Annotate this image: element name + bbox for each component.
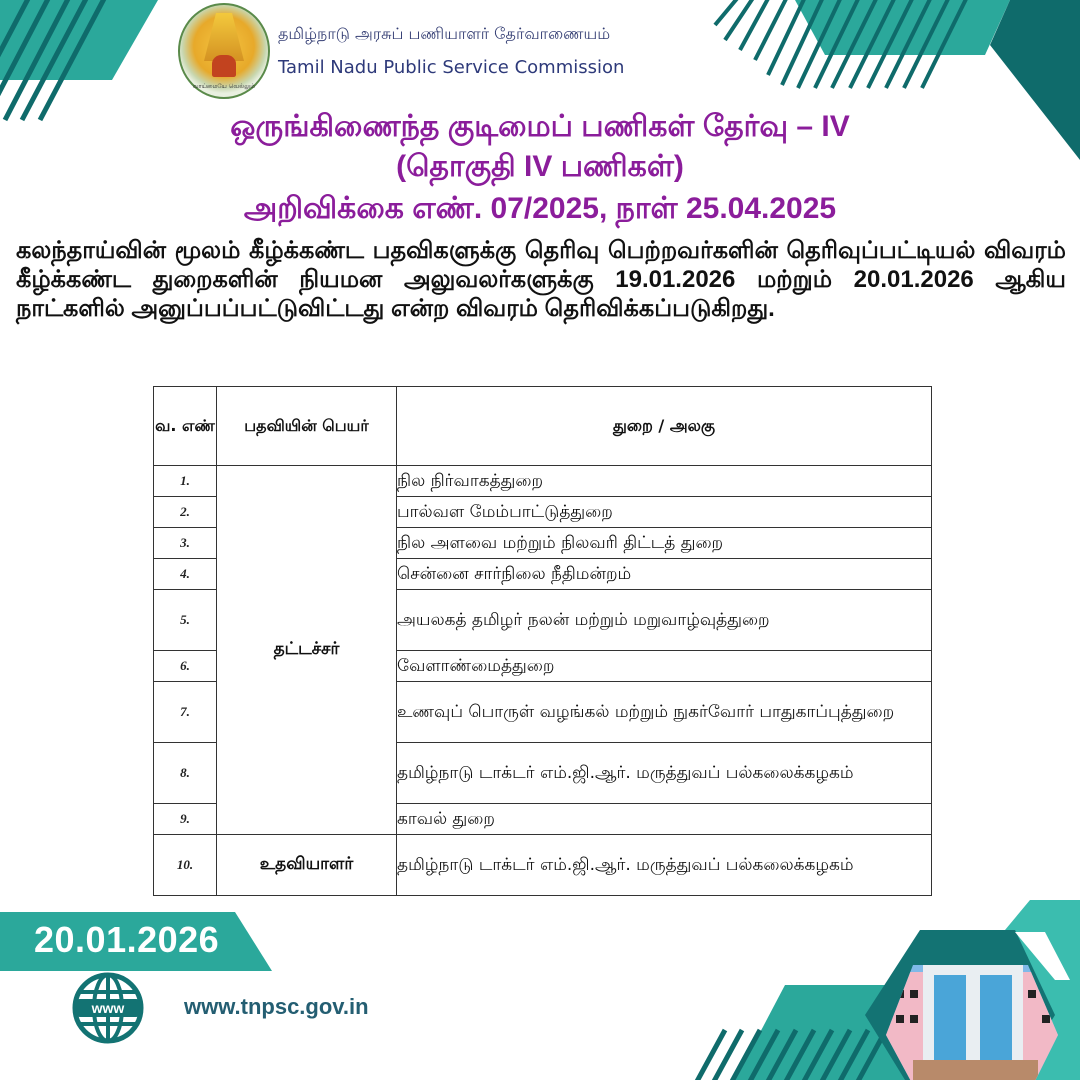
serial-no: 5. [154, 590, 217, 651]
header-department: துறை / அலகு [397, 387, 932, 466]
table-header-row [154, 387, 932, 466]
post-name: உதவியாளர் [217, 835, 397, 896]
department: சென்னை சார்நிலை நீதிமன்றம் [397, 559, 932, 590]
department: பால்வள மேம்பாட்டுத்துறை [397, 497, 932, 528]
globe-www-icon [72, 972, 144, 1044]
serial-no: 3. [154, 528, 217, 559]
serial-no: 2. [154, 497, 217, 528]
table-row [154, 466, 932, 497]
post-name: தட்டச்சர் [217, 466, 397, 835]
exam-subtitle: (தொகுதி IV பணிகள்) [396, 150, 684, 183]
department: காவல் துறை [397, 804, 932, 835]
department: தமிழ்நாடு டாக்டர் எம்.ஜி.ஆர். மருத்துவப் பல்கலைக்கழகம் [397, 743, 932, 804]
website-link[interactable]: www.tnpsc.gov.in [184, 994, 369, 1019]
serial-no: 4. [154, 559, 217, 590]
exam-title: ஒருங்கிணைந்த குடிமைப் பணிகள் தேர்வு – IV [230, 110, 850, 143]
org-name-english: Tamil Nadu Public Service Commission [278, 57, 625, 78]
serial-no: 10. [154, 835, 217, 896]
header [175, 0, 695, 100]
serial-no: 8. [154, 743, 217, 804]
ashoka-seal-icon [212, 55, 236, 77]
header-serial-no: வ. எண் [154, 387, 217, 466]
emblem-motto: வாய்மையே வெல்லும் [192, 83, 256, 90]
globe-label: www [91, 1000, 125, 1016]
serial-no: 1. [154, 466, 217, 497]
tn-emblem-icon [178, 3, 270, 99]
department: தமிழ்நாடு டாக்டர் எம்.ஜி.ஆர். மருத்துவப் பல்கலைக்கழகம் [397, 835, 932, 896]
serial-no: 7. [154, 682, 217, 743]
department-table [153, 386, 932, 896]
notification-number-date: அறிவிக்கை எண். 07/2025, நாள் 25.04.2025 [243, 192, 837, 225]
notice-paragraph: கலந்தாய்வின் மூலம் கீழ்க்கண்ட பதவிகளுக்கு தெரிவு பெற்றவர்களின் தெரிவுப்பட்டியல் விவரம் கீழ்க்கண்ட துறைகளின் நியமன அலுவலர்களுக்கு 19.01.2026 மற்றும் 20.01.2026 ஆகிய நாட்களில் அனுப்பப்பட்டுவிட்டது என்ற விவரம் தெரிவிக்கப்படுகிறது. [16, 237, 1066, 322]
department: உணவுப் பொருள் வழங்கல் மற்றும் நுகர்வோர் பாதுகாப்புத்துறை [397, 682, 932, 743]
department: அயலகத் தமிழர் நலன் மற்றும் மறுவாழ்வுத்துறை [397, 590, 932, 651]
department: வேளாண்மைத்துறை [397, 651, 932, 682]
serial-no: 6. [154, 651, 217, 682]
tnpsc-building-photo [868, 920, 1078, 1080]
table-row [154, 835, 932, 896]
department: நில அளவை மற்றும் நிலவரி திட்டத் துறை [397, 528, 932, 559]
org-name-tamil: தமிழ்நாடு அரசுப் பணியாளர் தேர்வாணையம் [278, 24, 611, 43]
header-post-name: பதவியின் பெயர் [217, 387, 397, 466]
gopuram-icon [204, 13, 244, 61]
serial-no: 9. [154, 804, 217, 835]
department: நில நிர்வாகத்துறை [397, 466, 932, 497]
release-date: 20.01.2026 [34, 919, 220, 960]
